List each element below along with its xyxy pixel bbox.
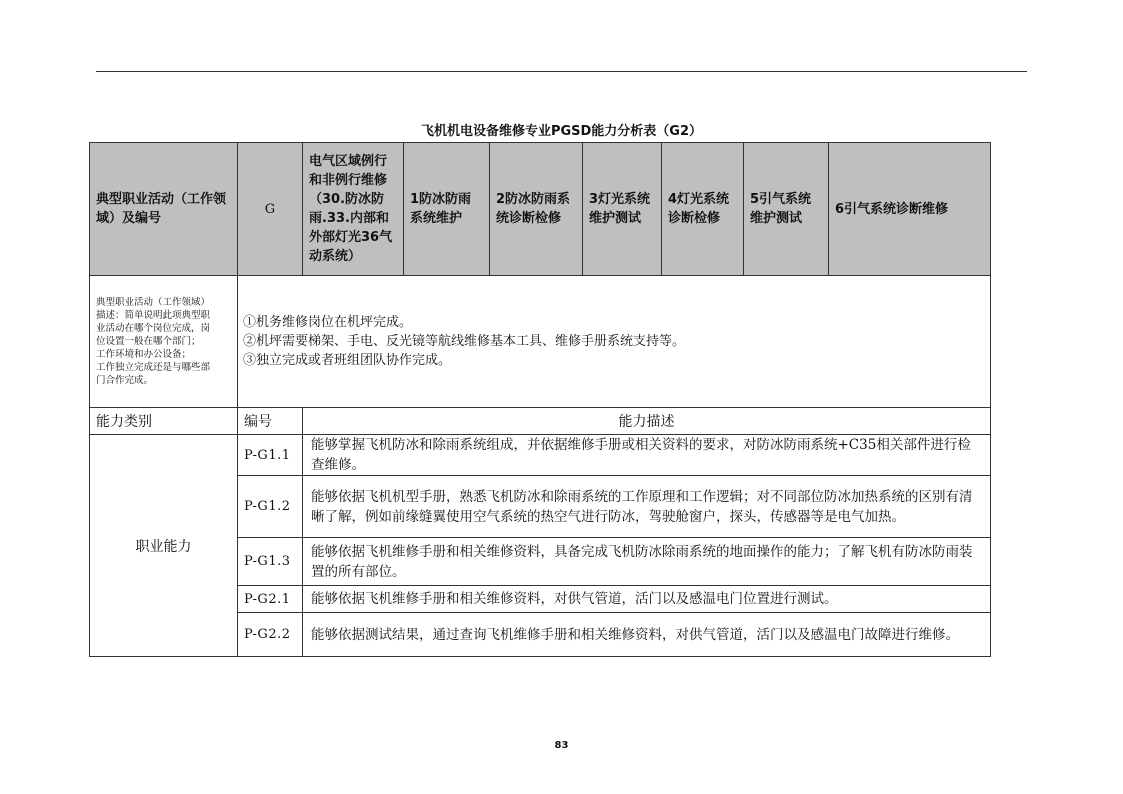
header-activity: 典型职业活动（工作领域）及编号 (90, 143, 238, 276)
header-task-6: 6引气系统诊断维修 (829, 143, 991, 276)
header-row (90, 143, 991, 276)
code-heading: 编号 (238, 408, 303, 435)
ability-code: P-G1.1 (238, 435, 303, 476)
ability-text: 能够依据飞机维修手册和相关维修资料，具备完成飞机防冰除雨系统的地面操作的能力；了解飞机有防冰防雨装置的所有部位。 (303, 538, 991, 586)
header-code: G (238, 143, 303, 276)
header-task-3: 3灯光系统维护测试 (583, 143, 662, 276)
header-task-4: 4灯光系统诊断检修 (662, 143, 744, 276)
header-task-2: 2防冰防雨系统诊断检修 (490, 143, 583, 276)
category-heading: 能力类别 (90, 408, 238, 435)
description-row (90, 276, 991, 408)
ability-heading: 能力描述 (303, 408, 991, 435)
description-text: ①机务维修岗位在机坪完成。 ②机坪需要梯架、手电、反光镜等航线维修基本工具、维修手册系统支持等。 ③独立完成或者班组团队协作完成。 (238, 276, 991, 408)
header-domain: 电气区域例行和非例行维修（30.防冰防雨.33.内部和外部灯光36气动系统） (303, 143, 404, 276)
category-cell: 职业能力 (90, 435, 238, 657)
ability-code: P-G1.3 (238, 538, 303, 586)
page-title: 飞机机电设备维修专业PGSD能力分析表（G2） (420, 124, 703, 139)
header-rule (96, 71, 1027, 72)
analysis-table (89, 142, 991, 657)
ability-text: 能够掌握飞机防冰和除雨系统组成，并依据维修手册或相关资料的要求，对防冰防雨系统+C35相关部件进行检查维修。 (303, 435, 991, 476)
column-heading-row (90, 408, 991, 435)
ability-text: 能够依据飞机维修手册和相关维修资料，对供气管道，活门以及感温电门位置进行测试。 (303, 586, 991, 613)
header-task-1: 1防冰防雨系统维护 (404, 143, 490, 276)
ability-code: P-G2.1 (238, 586, 303, 613)
header-task-5: 5引气系统维护测试 (744, 143, 829, 276)
ability-text: 能够依据测试结果，通过查询飞机维修手册和相关维修资料，对供气管道，活门以及感温电门故障进行维修。 (303, 613, 991, 657)
page-number: 83 (554, 740, 569, 751)
table-row (90, 435, 991, 476)
description-label: 典型职业活动（工作领域） 描述：简单说明此项典型职 业活动在哪个岗位完成，岗 位设置一般在哪个部门； 工作环境和办公设备； 工作独立完成还是与哪些部 门合作完成。 (90, 276, 238, 408)
ability-code: P-G1.2 (238, 476, 303, 538)
ability-text: 能够依据飞机机型手册，熟悉飞机防冰和除雨系统的工作原理和工作逻辑；对不同部位防冰加热系统的区别有清晰了解，例如前缘缝翼使用空气系统的热空气进行防冰，驾驶舱窗户，探头，传感器等是电气加热。 (303, 476, 991, 538)
ability-code: P-G2.2 (238, 613, 303, 657)
